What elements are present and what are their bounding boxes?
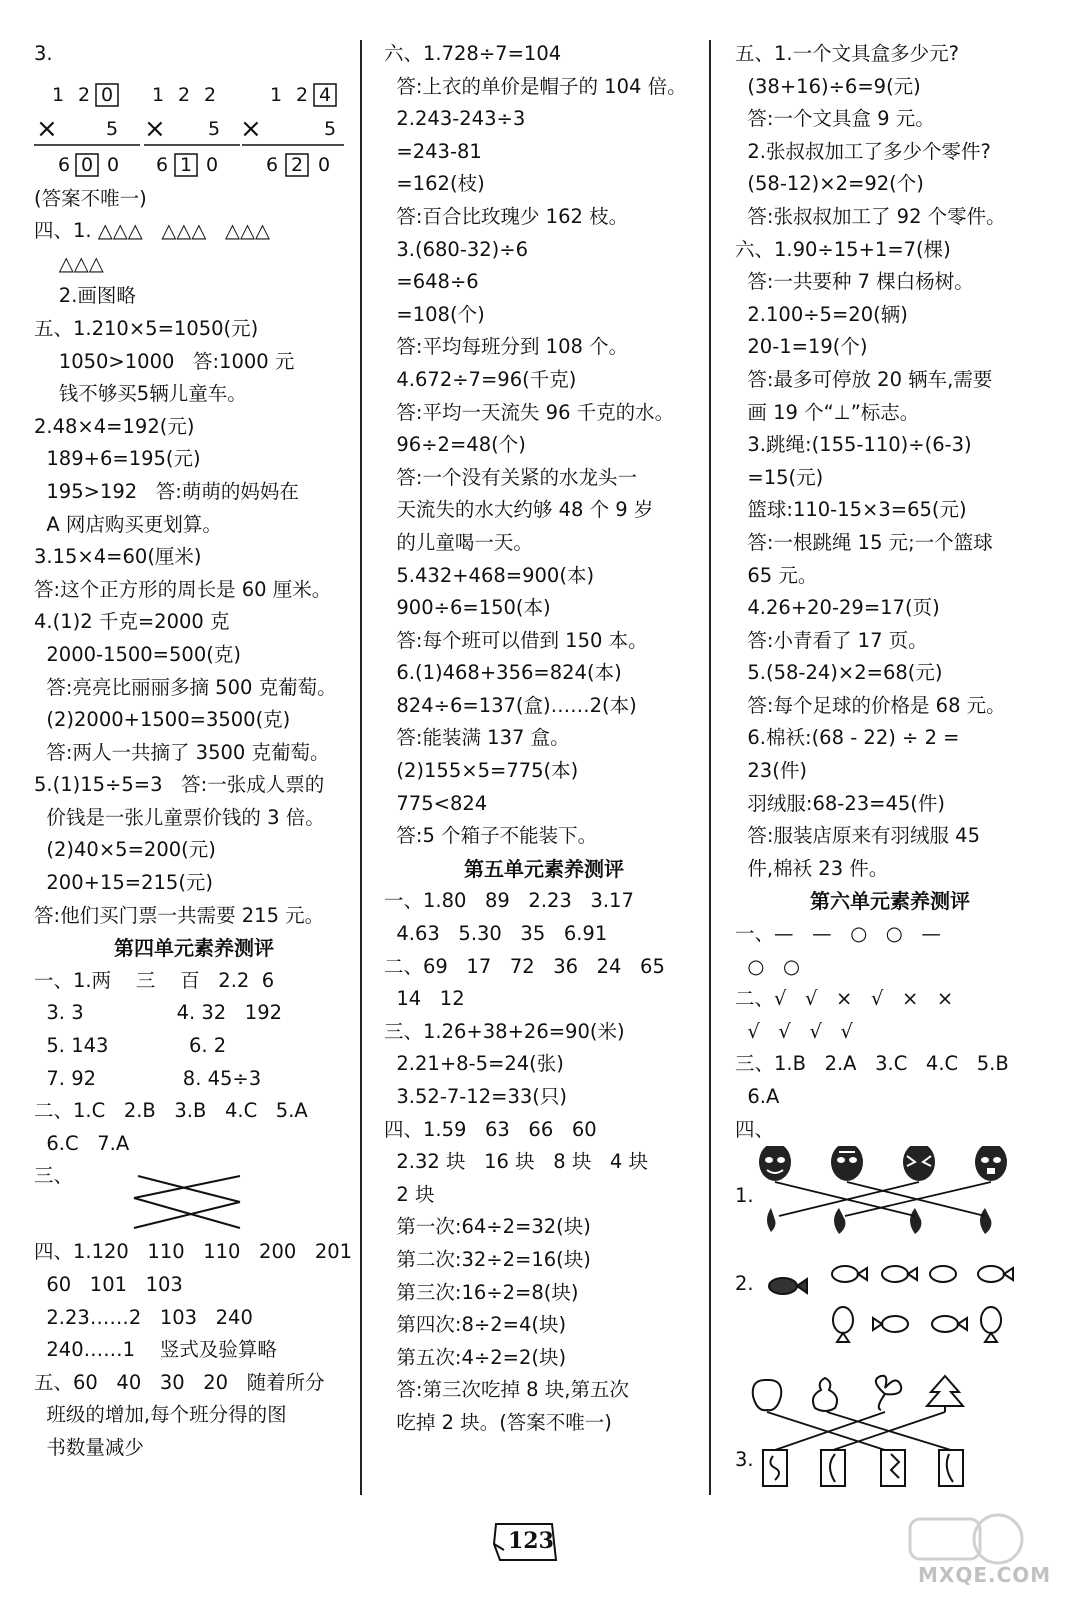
svg-text:4: 4	[319, 83, 332, 106]
text-line: 答:5 个箱子不能装下。	[384, 824, 598, 848]
text-line: 第四次:8÷2=4(块)	[384, 1313, 567, 1337]
digit: 2	[78, 83, 91, 106]
text-line: 件,棉袄 23 件。	[735, 856, 889, 880]
text-line: 14 12	[384, 987, 465, 1011]
text-line: 4.26+20-29=17(页)	[735, 596, 940, 620]
text-line: 2 块	[384, 1182, 435, 1206]
text-line: 答:他们买门票一共需要 215 元。	[34, 903, 325, 927]
question-number: 2.	[735, 1272, 754, 1296]
fish-icon	[832, 1266, 867, 1282]
section-heading-unit6: 第六单元素养测评	[810, 889, 970, 914]
text-line: A 网店购买更划算。	[34, 512, 222, 536]
text-line: 三、	[34, 1164, 74, 1188]
text-line: 画 19 个“⊥”标志。	[735, 400, 920, 424]
text-line: 答:张叔叔加工了 92 个零件。	[735, 204, 1006, 228]
text-line: =243-81	[384, 139, 482, 163]
text-line: 答:亮亮比丽丽多摘 500 克葡萄。	[34, 675, 337, 699]
text-line: 7. 92 8. 45÷3	[34, 1066, 262, 1090]
text-line: 2.32 块 16 块 8 块 4 块	[384, 1150, 649, 1174]
text-line: 5.(1)15÷5=3 答:一张成人票的	[34, 773, 325, 797]
fish-icon	[978, 1266, 1013, 1282]
text-line: 答:平均一天流失 96 千克的水。	[384, 400, 675, 424]
tree-icon	[927, 1376, 963, 1412]
digit-box: 0	[101, 83, 114, 106]
text-line: =15(元)	[735, 465, 824, 489]
text-line: 篮球:110-15×3=65(元)	[735, 498, 967, 522]
text-line: 2.21+8-5=24(张)	[384, 1052, 564, 1076]
text-line: 60 101 103	[34, 1273, 183, 1296]
text-line: 六、1.90÷15+1=7(棵)	[735, 237, 951, 261]
text-line: 900÷6=150(本)	[384, 596, 551, 620]
text-line: 答:第三次吃掉 8 块,第五次	[384, 1378, 629, 1402]
text-line: (2)40×5=200(元)	[34, 838, 216, 862]
text-line: 第一次:64÷2=32(块)	[384, 1215, 591, 1239]
text-line: 一、1.80 89 2.23 3.17	[384, 889, 634, 913]
mask-icon	[831, 1146, 863, 1181]
text-line: 答:一个没有关紧的水龙头一	[384, 465, 637, 489]
text-line: 3.52-7-12=33(只)	[384, 1085, 567, 1108]
digit: 6	[58, 153, 71, 176]
text-line: 五、1.210×5=1050(元)	[34, 316, 259, 340]
text-line: 答:百合比玫瑰少 162 枝。	[384, 204, 629, 228]
times-sign: ×	[36, 113, 58, 144]
text-line: 答:服装店原来有羽绒服 45	[735, 824, 980, 848]
text-line: 2.48×4=192(元)	[34, 414, 195, 438]
text-line: 四、1. △△△ △△△ △△△	[34, 219, 270, 243]
text-line: 的儿童喝一天。	[384, 530, 533, 554]
text-line: 6.A	[735, 1085, 780, 1108]
text-line: 答:一根跳绳 15 元;一个篮球	[735, 530, 993, 554]
svg-text:2: 2	[291, 153, 304, 176]
mask-icon	[759, 1146, 791, 1181]
question-number: 3.	[735, 1448, 754, 1472]
svg-text:×: ×	[240, 113, 262, 144]
text-line: 六、1.728÷7=104	[384, 42, 562, 65]
section-heading-unit4: 第四单元素养测评	[114, 936, 274, 961]
text-line: 3. 3 4. 32 192	[34, 1001, 283, 1025]
text-line: 195>192 答:萌萌的妈妈在	[34, 479, 299, 503]
text-line: 3.跳绳:(155-110)÷(6-3)	[735, 433, 972, 457]
column-right	[735, 38, 1045, 1504]
digit: 1	[52, 83, 65, 106]
text-line: 824÷6=137(盒)……2(本)	[384, 693, 637, 717]
digit: 5	[106, 117, 119, 140]
text-line: 三、1.26+38+26=90(米)	[384, 1019, 625, 1043]
text-line: 第五次:4÷2=2(块)	[384, 1345, 567, 1369]
svg-text:2: 2	[178, 83, 191, 106]
text-line: 钱不够买5辆儿童车。	[34, 382, 247, 406]
text-line: 4.(1)2 千克=2000 克	[34, 610, 230, 634]
text-line: 1050>1000 答:1000 元	[34, 349, 295, 373]
svg-text:6: 6	[266, 153, 279, 176]
text-line: 240……1 竖式及验算略	[34, 1338, 277, 1362]
page-number	[492, 1520, 562, 1564]
text-line: ○ ○	[735, 954, 801, 978]
text-line: 第三次:16÷2=8(块)	[384, 1280, 579, 1304]
text-line: 答:两人一共摘了 3500 克葡萄。	[34, 740, 330, 764]
text-line: 答:平均每班分到 108 个。	[384, 335, 629, 359]
text-line: 答:每个班可以借到 150 本。	[384, 628, 648, 652]
svg-text:6: 6	[156, 153, 169, 176]
column-divider-left	[360, 40, 362, 1495]
svg-text:5: 5	[324, 117, 337, 140]
gourd-icon	[813, 1378, 837, 1411]
fish-icon	[833, 1307, 853, 1342]
text-line: =162(枝)	[384, 172, 485, 196]
text-line: 答:最多可停放 20 辆车,需要	[735, 367, 993, 391]
text-line: 3.	[34, 42, 53, 65]
column-divider-right	[709, 40, 711, 1495]
text-line: 2.画图略	[34, 284, 136, 308]
text-line: 四、1.120 110 110 200 201	[34, 1240, 353, 1264]
text-line: 五、1.一个文具盒多少元?	[735, 42, 959, 65]
text-line: 20-1=19(个)	[735, 335, 868, 359]
question-number: 1.	[735, 1184, 754, 1208]
text-line: 答:一个文具盒 9 元。	[735, 107, 935, 131]
text-line: 2000-1500=500(克)	[34, 642, 241, 666]
text-line: 5. 143 6. 2	[34, 1034, 227, 1058]
text-line: 四、	[735, 1117, 775, 1141]
svg-text:×: ×	[144, 113, 166, 144]
text-line: 3.(680-32)÷6	[384, 237, 529, 261]
svg-text:1: 1	[152, 83, 165, 106]
svg-text:5: 5	[208, 117, 221, 140]
column-left	[34, 38, 354, 1465]
text-line: (38+16)÷6=9(元)	[735, 74, 921, 98]
text-line: 6.(1)468+356=824(本)	[384, 661, 622, 685]
digit-box: 0	[81, 153, 94, 176]
text-line: 一、— — ○ ○ —	[735, 922, 941, 946]
text-line: 96÷2=48(个)	[384, 433, 526, 457]
text-line: (2)2000+1500=3500(克)	[34, 708, 291, 732]
svg-text:1: 1	[270, 83, 283, 106]
shape-matching-figure	[735, 1374, 1045, 1504]
text-line: 答:一共要种 7 棵白杨树。	[735, 270, 974, 294]
fish-icon	[769, 1278, 807, 1294]
watermark-logo	[880, 1505, 1060, 1595]
matching-lines-figure	[34, 1160, 354, 1236]
text-line: 五、60 40 30 20 随着所分	[34, 1370, 325, 1394]
page-number-text: 123	[508, 1528, 554, 1554]
text-line: 答:小青看了 17 页。	[735, 628, 928, 652]
text-line: 775<824	[384, 791, 488, 815]
fish-icon	[873, 1316, 908, 1332]
svg-text:0: 0	[206, 153, 219, 176]
vertical-multiplication	[34, 71, 354, 183]
svg-text:0: 0	[318, 153, 331, 176]
text-line: 答:每个足球的价格是 68 元。	[735, 693, 1006, 717]
text-line: 5.432+468=900(本)	[384, 563, 595, 587]
text-line: 189+6=195(元)	[34, 447, 201, 471]
svg-text:1: 1	[180, 153, 193, 176]
svg-text:2: 2	[296, 83, 309, 106]
text-line: 二、1.C 2.B 3.B 4.C 5.A	[34, 1099, 308, 1123]
fish-icon	[932, 1316, 967, 1332]
text-line: 5.(58-24)×2=68(元)	[735, 661, 943, 685]
text-line: 班级的增加,每个班分得的图	[34, 1403, 287, 1427]
section-heading-unit5: 第五单元素养测评	[464, 856, 624, 881]
text-line: √ √ √ √	[735, 1019, 853, 1043]
text-line: (答案不唯一)	[34, 186, 147, 210]
text-line: 答:上衣的单价是帽子的 104 倍。	[384, 74, 687, 98]
mask-icon	[903, 1146, 935, 1181]
text-line: 2.243-243÷3	[384, 107, 526, 131]
digit: 0	[107, 153, 120, 176]
text-line: 三、1.B 2.A 3.C 4.C 5.B	[735, 1052, 1009, 1076]
fish-icon	[882, 1266, 917, 1282]
clover-icon	[876, 1376, 901, 1410]
text-line: =648÷6	[384, 270, 479, 294]
text-line: =108(个)	[384, 302, 485, 326]
text-line: 天流失的水大约够 48 个 9 岁	[384, 498, 654, 522]
text-line: △△△	[34, 251, 104, 275]
text-line: 四、1.59 63 66 60	[384, 1117, 597, 1141]
text-line: 6.C 7.A	[34, 1131, 130, 1155]
text-line: 书数量减少	[34, 1435, 144, 1459]
column-middle	[384, 38, 704, 1440]
text-line: 二、√ √ × √ × ×	[735, 987, 954, 1011]
text-line: 羽绒服:68-23=45(件)	[735, 791, 945, 815]
text-line: 6.棉袄:(68 - 22) ÷ 2 =	[735, 726, 960, 750]
fish-icon	[930, 1264, 956, 1282]
mask-icon	[975, 1146, 1007, 1181]
text-line: 答:能装满 137 盒。	[384, 726, 570, 750]
text-line: 2.100÷5=20(辆)	[735, 302, 908, 326]
text-line: 2.23……2 103 240	[34, 1305, 253, 1329]
text-line: 二、69 17 72 36 24 65	[384, 954, 665, 978]
text-line: 4.672÷7=96(千克)	[384, 367, 577, 391]
mask-matching-figure	[735, 1146, 1045, 1264]
text-line: 吃掉 2 块。(答案不唯一)	[384, 1410, 612, 1434]
apple-icon	[753, 1380, 782, 1410]
text-line: 23(件)	[735, 759, 807, 783]
text-line: 4.63 5.30 35 6.91	[384, 922, 608, 946]
svg-text:2: 2	[204, 83, 217, 106]
text-line: 3.15×4=60(厘米)	[34, 545, 202, 569]
fish-figure	[735, 1264, 1045, 1374]
text-line: 一、1.两 三 百 2.2 6	[34, 968, 275, 992]
watermark-text: MXQE.COM	[918, 1563, 1052, 1587]
text-line: 答:这个正方形的周长是 60 厘米。	[34, 577, 332, 601]
text-line: (2)155×5=775(本)	[384, 759, 579, 783]
text-line: 价钱是一张儿童票价钱的 3 倍。	[34, 805, 325, 829]
text-line: 65 元。	[735, 563, 818, 587]
fish-icon	[981, 1307, 1001, 1342]
text-line: 第二次:32÷2=16(块)	[384, 1247, 591, 1271]
text-line: 2.张叔叔加工了多少个零件?	[735, 139, 991, 163]
text-line: 200+15=215(元)	[34, 871, 214, 895]
text-line: (58-12)×2=92(个)	[735, 172, 924, 196]
